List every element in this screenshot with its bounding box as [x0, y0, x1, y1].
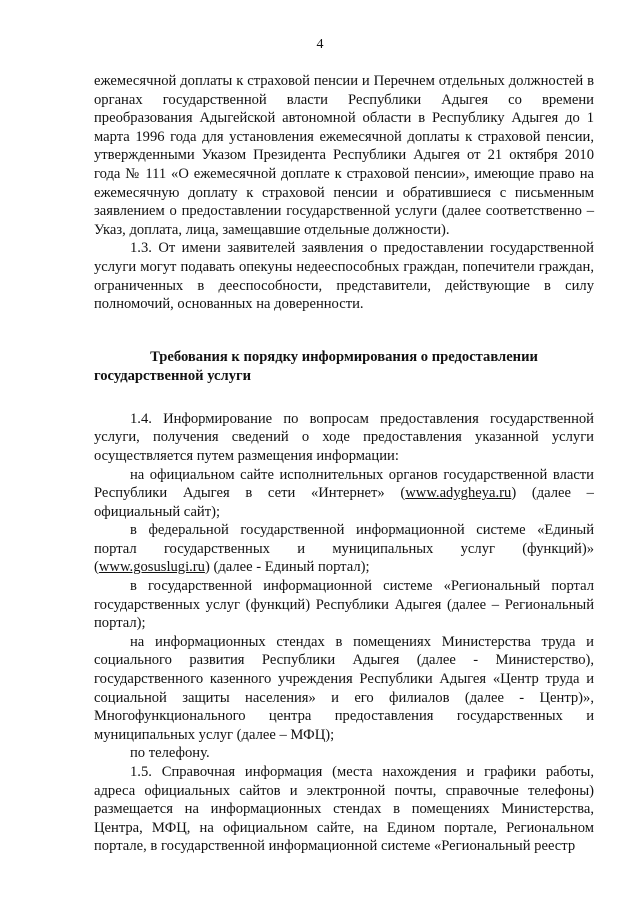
page-number: 4	[316, 37, 324, 52]
paragraph-phone: по телефону.	[130, 745, 210, 762]
paragraph-1-5: 1.5. Справочная информация (места нахождения и графики работы, адреса официальных сайтов и электронной почты, справочные телефоны) размещается на информационных стендах в помещениях Министерства, Центра, МФЦ, на официальном сайте, на Едином портале, Региональном портале, в государственной информационной системе «Региональный реестр	[94, 764, 594, 855]
paragraph-1-4: 1.4. Информирование по вопросам предоставления государственной услуги, получения сведений о ходе предоставления указанной услуги осуществляется путем размещения информации:	[94, 410, 594, 464]
section-heading: Требования к порядку информирования о предоставлении государственной услуги	[94, 348, 538, 384]
paragraph-official-site-text-b: ) (далее – официальный сайт);	[94, 485, 594, 520]
paragraph-official-site-text-a: на официальном сайте исполнительных органов государственной власти Республики Адыгея в сети «Интернет» (	[94, 466, 594, 502]
gosuslugi-link[interactable]: www.gosuslugi.ru	[98, 559, 205, 576]
paragraph-continuation: ежемесячной доплаты к страховой пенсии и Перечнем отдельных должностей в органах государственной власти Республики Адыгея со времени преобразования Адыгейской автономной области в Республику Адыгея до 1 марта 1996 года для установления ежемесячной доплаты к страховой пенсии, утвержденными Указом Президента Республики Адыгея от 21 октября 2010 года № 111 «О ежемесячной доплате к страховой пенсии», имеющие право на ежемесячную доплату к страховой пенсии и обратившиеся с письменным заявлением о предоставлении государственной услуги (далее соответственно – Указ, доплата, лица, замещавшие отдельные должности).	[94, 73, 594, 238]
adygheya-link[interactable]: www.adygheya.ru	[405, 485, 512, 502]
paragraph-1-3: 1.3. От имени заявителей заявления о предоставлении государственной услуги могут подавать опекуны недееспособных граждан, попечители граждан, ограниченных в дееспособности, представители, действующие в силу полномочий, основанных на доверенности.	[94, 240, 594, 313]
paragraph-regional-portal: в государственной информационной системе «Региональный портал государственных услуг (функций) Республики Адыгея (далее – Региональный портал);	[94, 578, 594, 632]
paragraph-official-site	[94, 466, 594, 522]
paragraph-unified-portal-text-a: в федеральной государственной информационной системе «Единый портал государственных и муниципальных услуг (функций)» (	[94, 522, 594, 576]
document-body	[94, 72, 594, 856]
paragraph-info-stands: на информационных стендах в помещениях Министерства труда и социального развития Республики Адыгея (далее - Министерство), государственного казенного учреждения Республики Адыгея «Центр труда и социальной защиты населения» и его филиалов (далее - Центр)», Многофункционального центра предоставления государственных и муниципальных услуг (далее – МФЦ);	[94, 633, 594, 743]
paragraph-unified-portal-text-b: ) (далее - Единый портал);	[204, 559, 370, 576]
paragraph-unified-portal	[94, 521, 594, 577]
